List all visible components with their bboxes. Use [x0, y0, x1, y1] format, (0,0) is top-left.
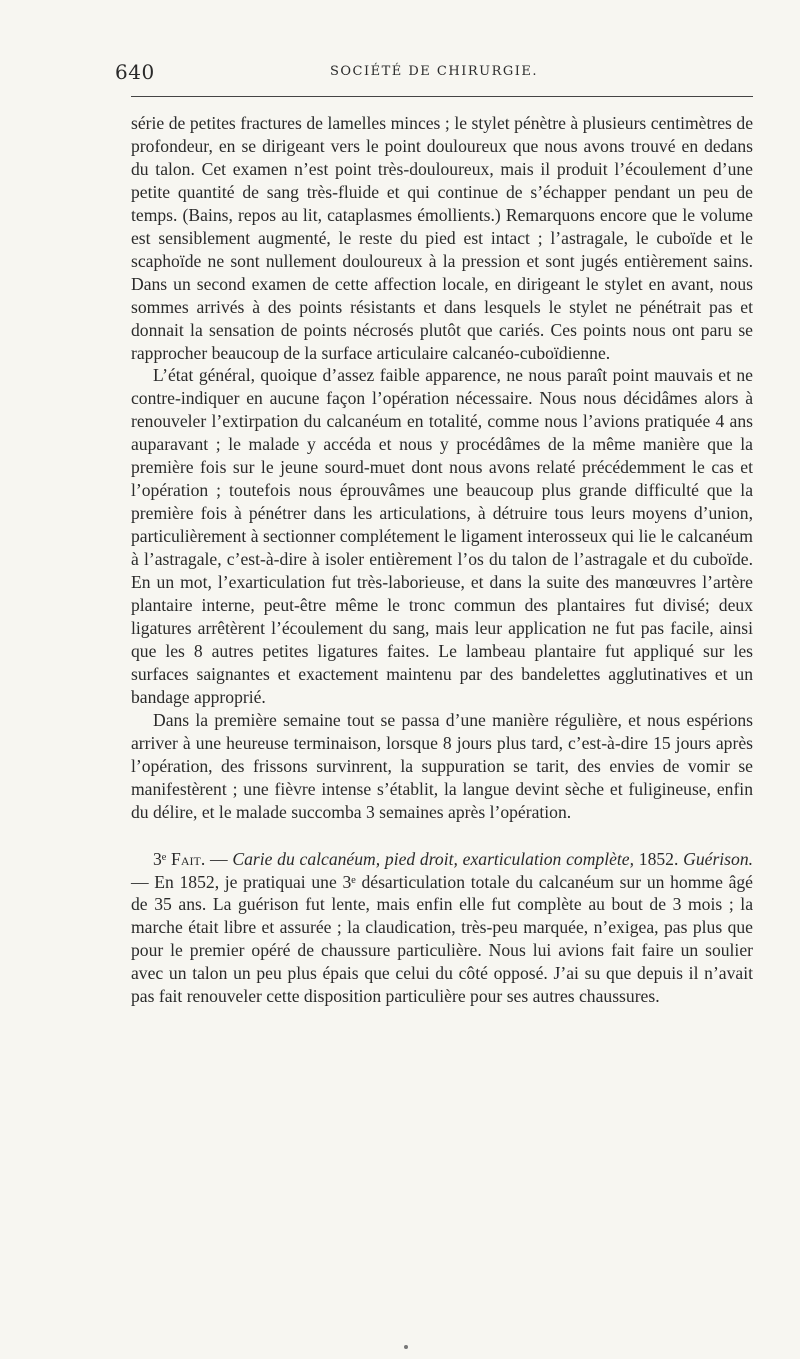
section-gap [131, 824, 753, 848]
case-title: Carie du calcanéum, pied droit, exarticulation complète, [232, 848, 635, 869]
case-text: — En 1852, je pratiquai une 3ᵉ désarticulation totale du calcanéum sur un homme âgé de 35 ans. La guérison fut lente, mais enfin elle fut complète au bout de 3 mois ; la marche était libre et assurée ; la claudication, très-peu marquée, n’exigea, pas plus que pour le premier opéré de chaussure particulière. Nous lui avions fait faire un soulier avec un talon un peu plus épais que celui du côté opposé. J’ai su que depuis il n’avait pas fait renouveler cette disposition particulière pour ses autres chaussures. [131, 871, 753, 1007]
paragraph-1: série de petites fractures de lamelles minces ; le stylet pénètre à plusieurs centimètres de profondeur, en se dirigeant vers le point douloureux que nous avons trouvé en dedans du talon. Cet examen n’est point très-douloureux, mais il produit l’écoulement d’une petite quantité de sang très-fluide et qui continue de s’échapper pendant un peu de temps. (Bains, repos au lit, cataplasmes émollients.) Remarquons encore que le volume est sensiblement augmenté, le reste du pied est intact ; l’astragale, le cuboïde et le scaphoïde ne sont nullement douloureux à la pression et sont jugés entièrement sains. Dans un second examen de cette affection locale, en dirigeant le stylet en avant, nous sommes arrivés à des points résistants et dans lesquels le stylet ne pénétrait pas et donnait la sensation de points nécrosés plutôt que cariés. Ces points nous ont paru se rapprocher beaucoup de la surface articulaire calcanéo-cuboïdienne. [131, 113, 753, 363]
paragraph-3: Dans la première semaine tout se passa d’une manière régulière, et nous espérions arriver à une heureuse terminaison, lorsque 8 jours plus tard, c’est-à-dire 15 jours après l’opération, des frissons survinrent, la suppuration se tarit, des envies de vomir se manifestèrent ; une fièvre intense s’établit, la langue devint sèche et fuligineuse, enfin du délire, et le malade succomba 3 semaines après l’opération. [131, 709, 753, 822]
case-year: 1852. [638, 848, 679, 869]
paragraph-4 [131, 848, 753, 1009]
paragraph-2: L’état général, quoique d’assez faible apparence, ne nous paraît point mauvais et ne contre-indiquer en aucune façon l’opération nécessaire. Nous nous décidâmes alors à renouveler l’extirpation du calcanéum en totalité, comme nous l’avions pratiquée 4 ans auparavant ; le malade y accéda et nous y procédâmes de la même manière que la première fois sur le jeune sourd-muet dont nous avons relaté précédemment le cas et l’opération ; toutefois nous éprouvâmes une beaucoup plus grande difficulté que la première fois à pénétrer dans les articulations, à détruire tous leurs moyens d’union, particulièrement à sectionner complétement le ligament interosseux qui lie le calcanéum à l’astragale, c’est-à-dire à isoler entièrement l’os du talon de l’astragale et du cuboïde. En un mot, l’exarticulation fut très-laborieuse, et dans la suite des manœuvres l’artère plantaire interne, peut-être même le tronc commun des plantaires fut divisé; deux ligatures arrêtèrent l’écoulement du sang, mais leur application ne fut pas facile, ainsi que les 8 autres petites ligatures faites. Le lambeau plantaire fut appliqué sur les surfaces saignantes et exactement maintenu par des bandelettes agglutinatives et un bandage approprié. [131, 365, 753, 707]
page-header [115, 60, 753, 90]
case-outcome: Guérison. [683, 848, 754, 869]
page-speck [404, 1345, 408, 1349]
body-text [131, 112, 753, 1008]
case-label: 3ᵉ Fait. — [153, 848, 228, 869]
page-number: 640 [115, 60, 155, 84]
header-rule [131, 96, 753, 97]
running-title: SOCIÉTÉ DE CHIRURGIE. [329, 64, 539, 79]
